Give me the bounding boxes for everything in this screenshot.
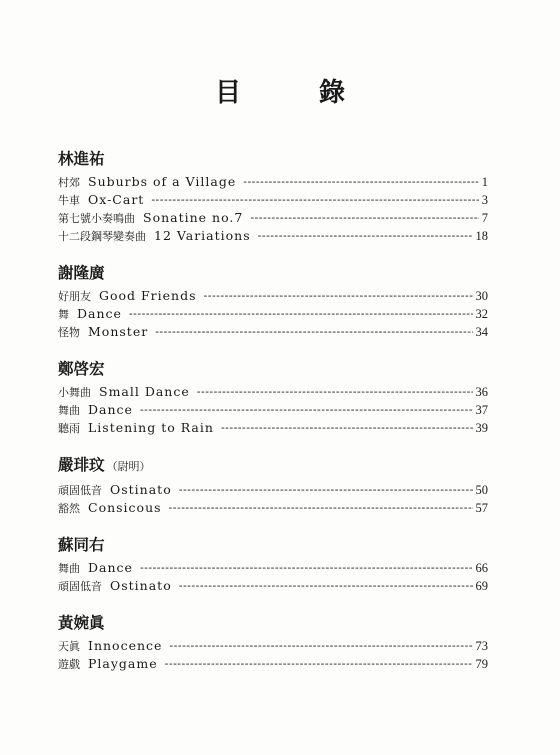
dot-leader bbox=[140, 401, 473, 419]
page-number: 34 bbox=[475, 325, 488, 339]
dot-leader bbox=[221, 419, 473, 437]
toc-entry bbox=[58, 191, 488, 209]
dot-leader bbox=[258, 227, 473, 245]
composer-section bbox=[58, 148, 488, 245]
dot-leader bbox=[169, 637, 472, 655]
composer-name: 蘇同右 bbox=[58, 535, 105, 554]
toc-entry bbox=[58, 173, 488, 191]
piece-title-chinese: 十二段鋼琴變奏曲 bbox=[58, 230, 146, 243]
piece-title-chinese: 天眞 bbox=[58, 640, 80, 653]
page-number: 37 bbox=[475, 403, 488, 417]
composer-note: （尉明） bbox=[106, 460, 151, 473]
toc-entry bbox=[58, 227, 488, 245]
dot-leader bbox=[169, 499, 473, 517]
dot-leader bbox=[243, 173, 479, 191]
page-number: 79 bbox=[475, 657, 488, 671]
toc-entry bbox=[58, 401, 488, 419]
dot-leader bbox=[179, 481, 473, 499]
composer-name: 林進祐 bbox=[58, 149, 105, 168]
dot-leader bbox=[179, 577, 473, 595]
piece-title-english: 12 Variations bbox=[154, 228, 251, 243]
piece-title-chinese: 小舞曲 bbox=[58, 386, 91, 399]
piece-title-chinese: 頑固低音 bbox=[58, 580, 102, 593]
piece-title-english: Dance bbox=[88, 560, 133, 575]
toc-entry bbox=[58, 383, 488, 401]
piece-title-chinese: 舞 bbox=[58, 308, 69, 321]
page-number: 69 bbox=[475, 579, 488, 593]
piece-title-english: Suburbs of a Village bbox=[88, 174, 237, 189]
dot-leader bbox=[197, 383, 473, 401]
composer-heading bbox=[58, 262, 488, 284]
page-number: 73 bbox=[475, 639, 488, 653]
page-number: 36 bbox=[475, 385, 488, 399]
piece-title-english: Sonatine no.7 bbox=[143, 210, 244, 225]
dot-leader bbox=[140, 559, 473, 577]
table-of-contents bbox=[58, 148, 488, 690]
composer-heading bbox=[58, 612, 488, 634]
composer-heading bbox=[58, 148, 488, 170]
dot-leader bbox=[204, 287, 473, 305]
page-number: 7 bbox=[481, 211, 488, 225]
toc-entry bbox=[58, 419, 488, 437]
piece-title-english: Listening to Rain bbox=[88, 420, 214, 435]
piece-title-english: Dance bbox=[88, 402, 133, 417]
toc-entry bbox=[58, 287, 488, 305]
composer-section bbox=[58, 454, 488, 517]
piece-title-english: Ostinato bbox=[110, 578, 172, 593]
page-number: 39 bbox=[475, 421, 488, 435]
piece-title-english: Innocence bbox=[88, 638, 163, 653]
piece-title-english: Small Dance bbox=[99, 384, 190, 399]
piece-title-chinese: 聽雨 bbox=[58, 422, 80, 435]
piece-title-english: Monster bbox=[88, 324, 149, 339]
composer-section bbox=[58, 358, 488, 437]
piece-title-english: Playgame bbox=[88, 656, 158, 671]
toc-entry bbox=[58, 209, 488, 227]
piece-title-chinese: 舞曲 bbox=[58, 562, 80, 575]
piece-title-english: Dance bbox=[77, 306, 122, 321]
page-number: 30 bbox=[475, 289, 488, 303]
composer-section bbox=[58, 612, 488, 673]
page-number: 3 bbox=[481, 193, 488, 207]
dot-leader bbox=[155, 323, 472, 341]
piece-title-chinese: 第七號小奏鳴曲 bbox=[58, 212, 135, 225]
dot-leader bbox=[250, 209, 478, 227]
piece-title-chinese: 遊戲 bbox=[58, 658, 80, 671]
toc-entry bbox=[58, 637, 488, 655]
piece-title-chinese: 怪物 bbox=[58, 326, 80, 339]
toc-entry bbox=[58, 559, 488, 577]
piece-title-chinese: 豁然 bbox=[58, 502, 80, 515]
page-title: 目 錄 bbox=[214, 78, 371, 108]
piece-title-chinese: 頑固低音 bbox=[58, 484, 102, 497]
composer-heading bbox=[58, 358, 488, 380]
composer-name: 嚴琲玟 bbox=[58, 455, 105, 474]
toc-entry bbox=[58, 323, 488, 341]
dot-leader bbox=[129, 305, 473, 323]
piece-title-english: Consicous bbox=[88, 500, 162, 515]
page-number: 18 bbox=[475, 229, 488, 243]
page-number: 50 bbox=[475, 483, 488, 497]
piece-title-chinese: 牛車 bbox=[58, 194, 80, 207]
page-number: 57 bbox=[475, 501, 488, 515]
composer-name: 黃婉眞 bbox=[58, 613, 105, 632]
piece-title-english: Good Friends bbox=[99, 288, 197, 303]
page-number: 66 bbox=[475, 561, 488, 575]
toc-entry bbox=[58, 481, 488, 499]
toc-entry bbox=[58, 499, 488, 517]
composer-name: 鄭啓宏 bbox=[58, 359, 105, 378]
composer-heading bbox=[58, 534, 488, 556]
toc-entry bbox=[58, 655, 488, 673]
page-number: 32 bbox=[475, 307, 488, 321]
piece-title-chinese: 舞曲 bbox=[58, 404, 80, 417]
piece-title-english: Ox-Cart bbox=[88, 192, 145, 207]
piece-title-english: Ostinato bbox=[110, 482, 172, 497]
dot-leader bbox=[151, 191, 478, 209]
page-number: 1 bbox=[481, 175, 488, 189]
composer-heading bbox=[58, 454, 488, 478]
composer-name: 謝隆廣 bbox=[58, 263, 105, 282]
toc-entry bbox=[58, 305, 488, 323]
composer-section bbox=[58, 534, 488, 595]
dot-leader bbox=[165, 655, 473, 673]
toc-entry bbox=[58, 577, 488, 595]
piece-title-chinese: 好朋友 bbox=[58, 290, 91, 303]
piece-title-chinese: 村郊 bbox=[58, 176, 80, 189]
composer-section bbox=[58, 262, 488, 341]
